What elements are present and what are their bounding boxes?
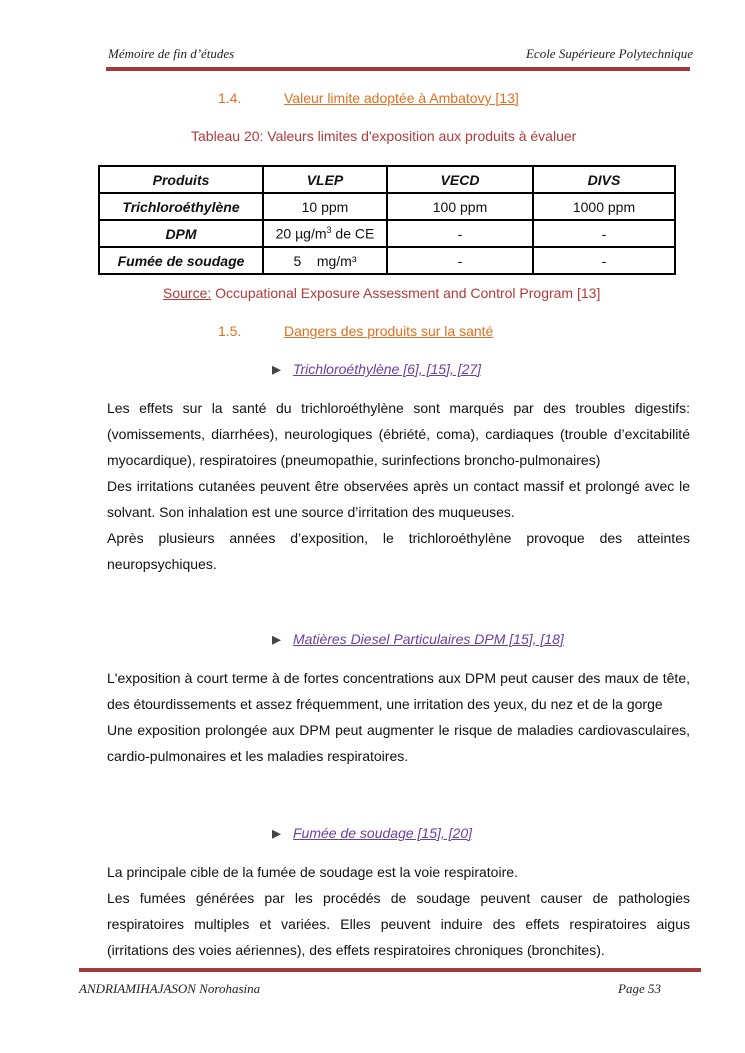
table-source	[163, 285, 600, 301]
section-number: 1.4.	[218, 90, 242, 106]
tce-text	[107, 395, 690, 577]
table-caption: Tableau 20: Valeurs limites d'exposition aux produits à évaluer	[191, 128, 577, 144]
header-right: Ecole Supérieure Polytechnique	[525, 46, 693, 61]
section-number: 1.5.	[218, 323, 242, 339]
table-cell: -	[533, 220, 675, 247]
paragraph: Après plusieurs années d’exposition, le trichloroéthylène provoque des atteintes neuropsychiques.	[107, 530, 690, 572]
paragraph: La principale cible de la fumée de soudage est la voie respiratoire.	[107, 864, 518, 880]
bullet-icon	[272, 830, 281, 839]
bullet-icon	[272, 366, 281, 375]
dpm-value: 20 µg/m	[275, 225, 327, 242]
dpm-text	[107, 665, 690, 769]
table-cell: -	[387, 247, 533, 274]
paragraph: L'exposition à court terme à de fortes concentrations aux DPM peut causer des maux de tête, des étourdissements et assez fréquemment, une irritation des yeux, du nez et de la gorge	[107, 670, 690, 712]
table-header-cell: VLEP	[263, 166, 387, 193]
table-row	[99, 220, 675, 247]
footer-rule	[79, 968, 701, 972]
paragraph: Les fumées générées par les procédés de soudage peuvent causer de pathologies respiratoires multiples et variées. Elles peuvent induire des effets respiratoires aigus (irritations des voies aériennes), des effets respiratoires chroniques (bronchites).	[107, 890, 690, 958]
paragraph: Des irritations cutanées peuvent être observées après un contact massif et prolongé avec le solvant. Son inhalation est une source d’irritation des muqueuses.	[107, 478, 690, 520]
header-rule	[106, 67, 690, 71]
exposure-table	[98, 165, 676, 275]
table-row	[99, 193, 675, 220]
table-cell	[263, 220, 387, 247]
subsection-heading: Trichloroéthylène [6], [15], [27]	[272, 361, 481, 377]
header-left: Mémoire de fin d’études	[108, 46, 235, 61]
table-cell: 1000 ppm	[533, 193, 675, 220]
source-label: Source:	[163, 285, 212, 301]
table-header-cell: VECD	[387, 166, 533, 193]
section-title: Valeur limite adoptée à Ambatovy [13]	[284, 90, 519, 106]
table-header-cell: DIVS	[533, 166, 675, 193]
dpm-exponent: 3	[326, 225, 332, 236]
table-cell: -	[387, 220, 533, 247]
source-text: Occupational Exposure Assessment and Control Program [13]	[211, 285, 601, 301]
footer-author: ANDRIAMIHAJASON Norohasina	[79, 981, 261, 996]
table-cell: 10 ppm	[263, 193, 387, 220]
table-header-cell: Produits	[99, 166, 263, 193]
page-number: Page 53	[618, 981, 661, 996]
table-row	[99, 247, 675, 274]
table-cell: DPM	[99, 220, 263, 247]
section-title: Dangers des produits sur la santé	[284, 323, 494, 339]
table-cell: 5 mg/m³	[263, 247, 387, 274]
subsection-heading: Fumée de soudage [15], [20]	[272, 825, 472, 841]
table-cell: 100 ppm	[387, 193, 533, 220]
table-cell: -	[533, 247, 675, 274]
paragraph: Les effets sur la santé du trichloroéthylène sont marqués par des troubles digestifs: (vomissements, diarrhées), neurologiques (ébriété, coma), cardiaques (trouble d’excitabilité myocardique), respiratoires (pneumopathie, surinfections broncho-pulmonaires)	[107, 400, 690, 468]
bullet-icon	[272, 636, 281, 645]
paragraph: Une exposition prolongée aux DPM peut augmenter le risque de maladies cardiovasculaires, cardio-pulmonaires et les maladies respiratoires.	[107, 722, 690, 764]
table-cell: Trichloroéthylène	[99, 193, 263, 220]
dpm-suffix: de CE	[331, 225, 375, 242]
subsection-heading: Matières Diesel Particulaires DPM [15], [18]	[272, 631, 564, 647]
table-cell: Fumée de soudage	[99, 247, 263, 274]
fumee-text	[107, 859, 690, 963]
table-header-row	[99, 166, 675, 193]
